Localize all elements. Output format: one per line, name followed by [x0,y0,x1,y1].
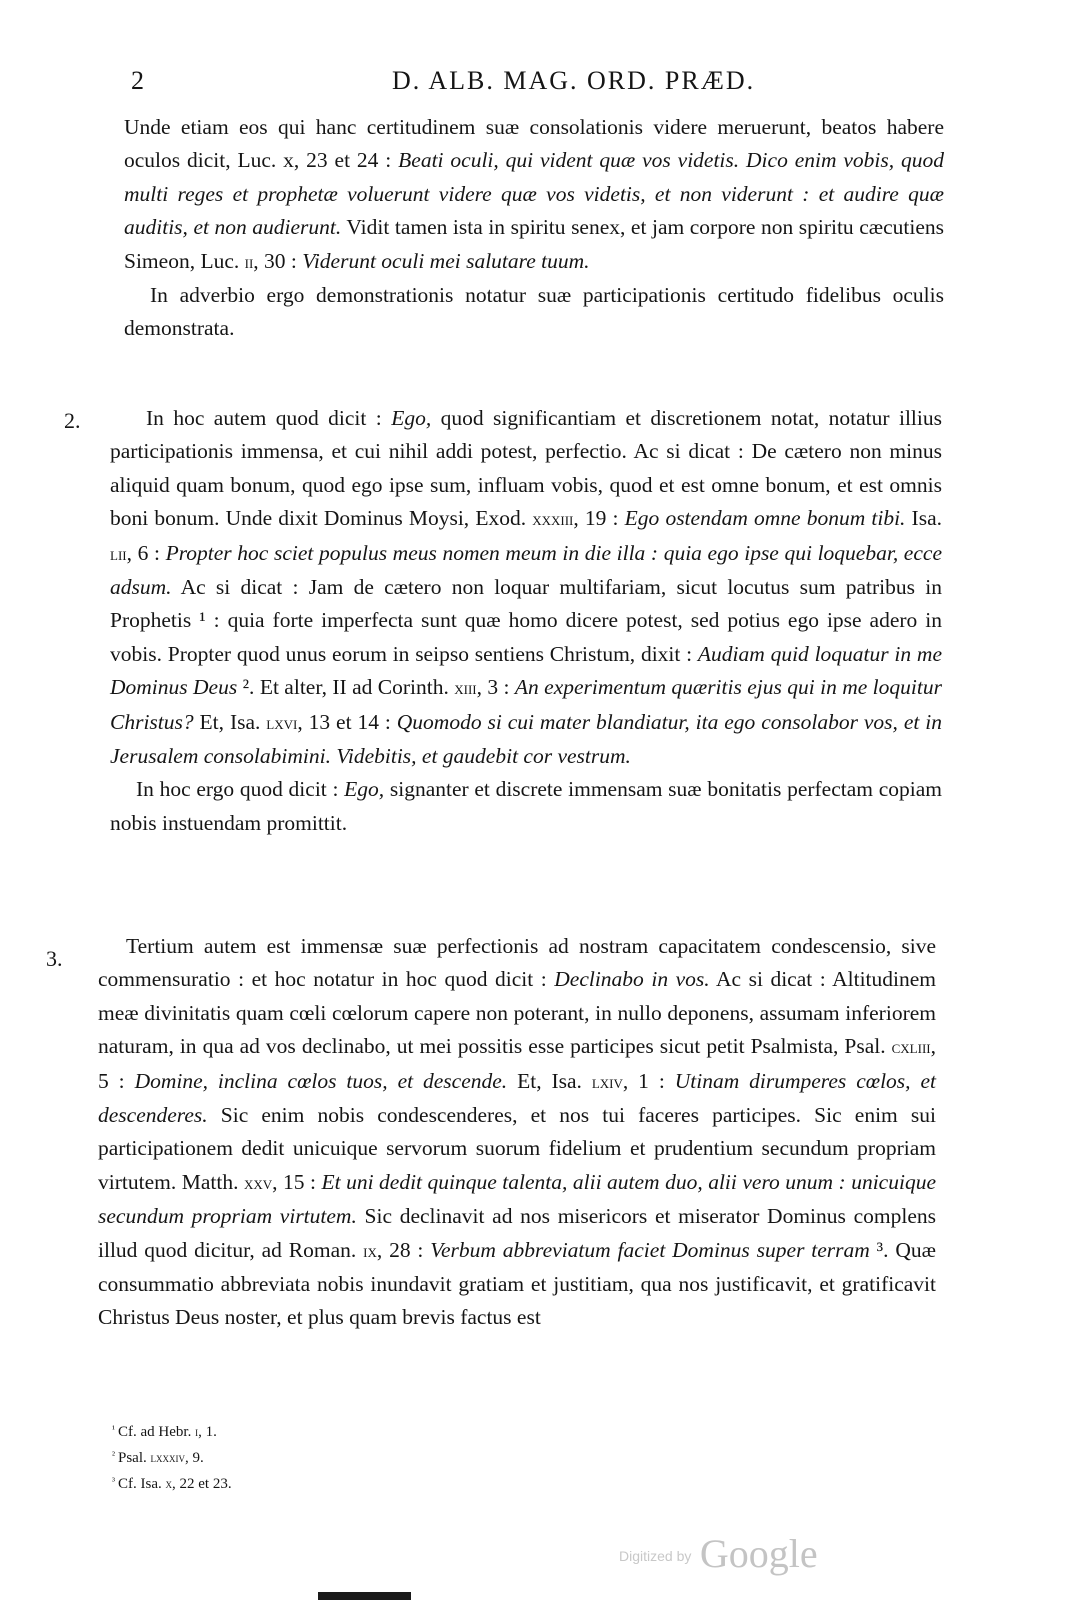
scan-edge-mark [318,1592,411,1600]
section-number: 2. [64,408,81,433]
footnote: $^{^2}$ Psal. lxxxiv, 9. [112,1450,204,1466]
paragraph: Tertium autem est immensæ suæ perfectionis ad nostram capacitatem condescensio, sive commensuratio : et hoc notatur in hoc quod dicit : Declinabo in vos. Ac si dicat : Altitudinem meæ divinitatis quam cœli cœlorum capere non poterant, in nullo deponens, assumam inferiorem naturam, in qua ad vos declinabo, ut mei possitis esse participes sicut petit Psalmista, Psal. cxliii, 5 : Domine, inclina cœlos tuos, et descende. Et, Isa. lxiv, 1 : Utinam dirumperes cœlos, et descenderes. Sic enim nobis condescenderes, et nos tui faceres participes. Sic enim sui participationem dedit unicuique servorum suorum fidelium et prudentium secundum propriam virtutem. Matth. xxv, 15 : Et uni dedit quinque talenta, alii autem duo, alii vero unum : unicuique secundum propriam virtutem. Sic declinavit ad nos misericors et miserator Dominus complens illud quod dicitur, ad Roman. ix, 28 : Verbum abbreviatum faciet Dominus super terram ³. Quæ consummatio abbreviata nobis inundavit gratiam et justitiam, qua nos justificavit, et gratificavit Christus Deus noster, et plus quam brevis factus est [98,934,936,1330]
google-logo: Google [699,1531,818,1576]
paragraph: Unde etiam eos qui hanc certitudinem suæ consolationis videre meruerunt, beatos habere oculos dicit, Luc. x, 23 et 24 : Beati oculi, qui vident quæ vos videtis. Dico enim vobis, quod multi reges et prophetæ voluerunt videre quæ vos videtis, et non viderunt : et audire quæ auditis, et non audierunt. Vidit tamen ista in spiritu senex, et jam corpore non spiritu cæcutiens Simeon, Luc. ii, 30 : Viderunt oculi mei salutare tuum. [124,115,944,273]
page-number: 2 [131,66,144,95]
section-2-text [110,402,942,840]
section-3-text [98,930,936,1335]
section-1-text [124,111,944,346]
digitized-by-watermark: Digitized by Google [619,1531,818,1576]
footnotes [112,1418,232,1496]
paragraph: In hoc ergo quod dicit : Ego, signanter et discrete immensam suæ bonitatis perfectam copiam nobis instuendam promittit. [110,777,942,835]
running-title: D. ALB. MAG. ORD. PRÆD. [392,66,756,95]
footnote: $^{^1}$ Cf. ad Hebr. i, 1. [112,1424,217,1440]
section-number: 3. [46,946,63,971]
footnote: $^{^3}$ Cf. Isa. x, 22 et 23. [112,1476,232,1492]
paragraph: In adverbio ergo demonstrationis notatur suæ participationis certitudo fidelibus oculis demonstrata. [124,283,944,341]
paragraph: In hoc autem quod dicit : Ego, quod significantiam et discretionem notat, notatur illius participationis immensa, et cui nihil addi potest, perfectio. Ac si dicat : De cætero non minus aliquid quam bonum, quod ego ipse sum, influam vobis, quod et est omne bonum, et est omnis boni bonum. Unde dixit Dominus Moysi, Exod. xxxiii, 19 : Ego ostendam omne bonum tibi. Isa. lii, 6 : Propter hoc sciet populus meus nomen meum in die illa : quia ego ipse qui loquebar, ecce adsum. Ac si dicat : Jam de cætero non loquar multifariam, sicut locutus sum patribus in Prophetis ¹ : quia forte imperfecta sunt quæ homo dicere potest, sed potius ego ipse adero in vobis. Propter quod unus eorum in seipso sentiens Christum, dixit : Audiam quid loquatur in me Dominus Deus ². Et alter, II ad Corinth. xiii, 3 : An experimentum quæritis ejus qui in me loquitur Christus? Et, Isa. lxvi, 13 et 14 : Quomodo si cui mater blandiatur, ita ego consolabor vos, et in Jerusalem consolabimini. Videbitis, et gaudebit cor vestrum. [110,406,943,769]
